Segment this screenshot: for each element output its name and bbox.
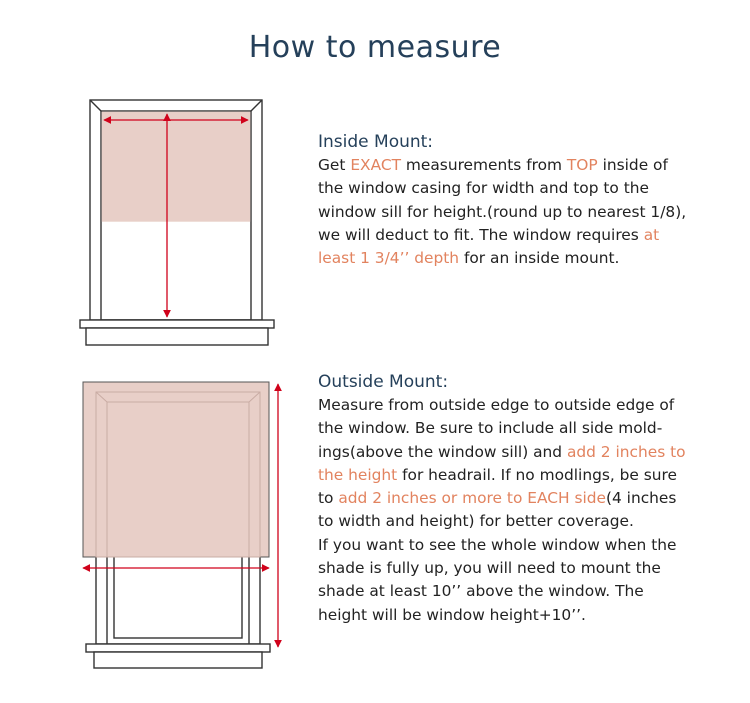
text-line [318, 580, 730, 603]
text-line [318, 154, 730, 177]
body-text: we will deduct to fit. The window requires [318, 225, 644, 244]
highlight-text: at [643, 225, 660, 244]
text-line [318, 487, 730, 510]
body-text: inside of [597, 156, 668, 174]
body-text: Get [318, 156, 351, 174]
text-line [318, 177, 730, 200]
window-sill [80, 320, 274, 345]
body-text: the window. Be sure to include all side mold- [318, 419, 663, 438]
text-line [318, 510, 730, 533]
text-line [318, 394, 730, 417]
inside-mount-section [318, 130, 730, 270]
outside-mount-heading: Outside Mount: [318, 372, 449, 392]
highlight-text: EXACT [350, 156, 402, 174]
body-text: for headrail. If no modlings, be sure [397, 465, 678, 484]
highlight-text: TOP [566, 156, 598, 174]
text-line [318, 224, 730, 247]
highlight-text: add 2 inches or more to EACH side [338, 489, 606, 508]
outside-mount-diagram [70, 372, 300, 672]
highlight-text: the height [318, 465, 398, 484]
body-text: to [318, 489, 339, 508]
outside-mount-section [318, 370, 730, 627]
body-text: ings(above the window sill) and [318, 442, 567, 461]
window-sill [86, 644, 270, 668]
body-text: shade is fully up, you will need to mount the [318, 559, 661, 578]
text-line [318, 464, 730, 487]
inner-shade [102, 112, 251, 222]
text-line [318, 247, 730, 270]
body-text: (4 inches [605, 489, 677, 508]
text-line [318, 201, 730, 224]
page-title: How to measure [248, 30, 502, 65]
body-text: window sill for height.(round up to nearest 1/8), [318, 202, 687, 221]
body-text: the window casing for width and top to the [318, 179, 649, 198]
highlight-text: add 2 inches to [566, 442, 686, 461]
body-text: If you want to see the whole window when the [318, 535, 677, 554]
text-line [318, 534, 730, 557]
text-line [318, 417, 730, 440]
inside-mount-heading: Inside Mount: [318, 132, 434, 152]
body-text: measurements from [401, 156, 567, 174]
body-text: Measure from outside edge to outside edge of [318, 396, 675, 414]
inside-mount-diagram [70, 88, 290, 350]
body-text: to width and height) for better coverage. [318, 512, 634, 531]
outer-shade [83, 382, 269, 557]
outside-mount-text [318, 394, 730, 627]
text-line [318, 557, 730, 580]
text-line [318, 604, 730, 627]
body-text: height will be window height+10’’. [318, 605, 586, 624]
text-line [318, 441, 730, 464]
body-text: for an inside mount. [459, 249, 620, 268]
inside-mount-text [318, 154, 730, 270]
body-text: shade at least 10’’ above the window. The [318, 582, 644, 601]
highlight-text: least 1 3/4’’ depth [318, 249, 460, 268]
